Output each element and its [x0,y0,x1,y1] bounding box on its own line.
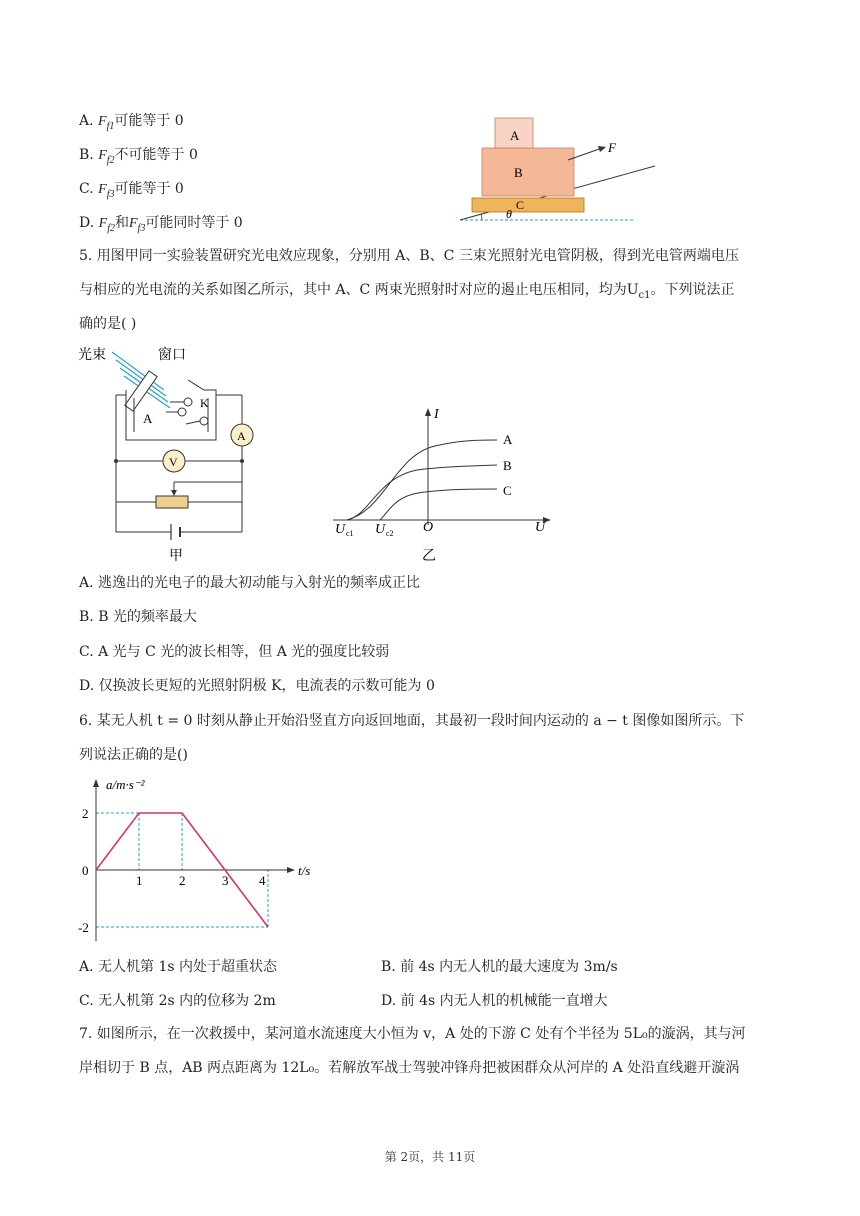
x-axis-arrow [287,867,295,873]
q6-stem-line2: 列说法正确的是() [79,747,188,763]
y-tick-label: 2 [82,806,89,821]
label-ammeter: A [237,429,246,443]
y-tick-label: 0 [82,863,89,878]
page-footer: 第 2页，共 11页 [384,1150,476,1164]
caption-jia: 甲 [169,549,183,564]
label-curve-b: B [503,458,512,473]
q6-stem-line1: 6. 某无人机 t = 0 时刻从静止开始沿竖直方向返回地面，其最初一段时间内运动的 a − t 图像如图所示。下 [79,713,745,729]
q4-option-b: B. $F_{f2}$不可能等于 0 [79,147,198,166]
q6-option-c: C. 无人机第 2s 内的位移为 2m [79,993,276,1009]
q5-stem-line1: 5. 用图甲同一实验装置研究光电效应现象，分别用 A、B、C 三束光照射光电管阴极，得到光电管两端电压 [79,248,739,264]
q7-stem-line2: 岸相切于 B 点，AB 两点距离为 12L₀。若解放军战士驾驶冲锋舟把被困群众从河岸的 A 处沿直线避开漩涡 [79,1060,740,1076]
curve-c [380,489,497,520]
label-curve-c: C [503,483,512,498]
q7-stem-line1: 7. 如图所示，在一次救援中，某河道水流速度大小恒为 v，A 处的下游 C 处有个半径为 5L₀的漩涡，其与河 [79,1026,746,1042]
label-curve-a: A [503,432,513,447]
label-voltmeter: V [169,455,178,469]
chart-labels [78,777,310,935]
q4-option-c: C. $F_{f3}$可能等于 0 [79,181,184,200]
q6-option-d: D. 前 4s 内无人机的机械能一直增大 [381,993,608,1009]
x-tick-label: 3 [222,873,229,888]
q5-circuit-figure [76,340,266,565]
label-block-b: B [514,165,523,180]
q5-option-d: D. 仅换波长更短的光照射阴极 K，电流表的示数可能为 0 [79,678,435,694]
caption-yi: 乙 [422,549,436,564]
label-axis-i: I [434,407,439,422]
q6-at-chart [76,772,311,944]
label-origin: O [423,520,434,535]
y-axis-arrow [93,779,99,787]
label-uc2: U [375,522,386,537]
y-axis-label: a/m·s⁻² [106,777,145,792]
label-uc1: U [335,522,346,537]
label-axis-u: U [535,520,546,535]
x-tick-label: 1 [136,873,143,888]
x-tick-label: 2 [179,873,186,888]
label-angle: θ [506,207,512,221]
x-tick-label: 4 [259,873,266,888]
chart-axes [93,779,295,941]
rheostat [156,496,188,508]
y-tick-label: -2 [78,920,89,935]
label-window: 窗口 [158,348,186,363]
label-anode-a: A [143,411,153,426]
q6-option-b: B. 前 4s 内无人机的最大速度为 3m/s [381,959,618,975]
block-b [482,148,574,196]
label-block-a: A [510,128,520,143]
block-c [472,198,584,212]
q5-stem-line3: 确的是( ) [79,316,137,332]
q4-incline-figure [450,110,660,226]
q5-iu-graph [325,400,565,565]
curve-a [347,440,497,520]
q5-option-c: C. A 光与 C 光的波长相等，但 A 光的强度比较弱 [79,644,390,660]
q4-option-a: A. $F_{f1}$可能等于 0 [79,113,184,132]
q6-option-a: A. 无人机第 1s 内处于超重状态 [79,959,278,975]
q5-option-b: B. B 光的频率最大 [79,609,197,625]
label-beam: 光束 [78,348,106,363]
q5-stem-line2: 与相应的光电流的关系如图乙所示，其中 A、C 两束光照射时对应的遏止电压相同，均为$U_{c1}$。下列说法正 [79,282,735,301]
label-block-c: C [516,198,525,212]
label-force-f: F [608,140,616,155]
q4-option-d: D. $F_{f2}$和$F_{f3}$可能同时等于 0 [79,215,243,234]
q5-option-a: A. 逃逸出的光电子的最大初动能与入射光的频率成正比 [79,575,421,591]
svg-text:c2: c2 [386,529,394,538]
x-axis-label: t/s [298,863,311,878]
svg-text:c1: c1 [346,529,354,538]
label-cathode-k: K [200,396,209,410]
